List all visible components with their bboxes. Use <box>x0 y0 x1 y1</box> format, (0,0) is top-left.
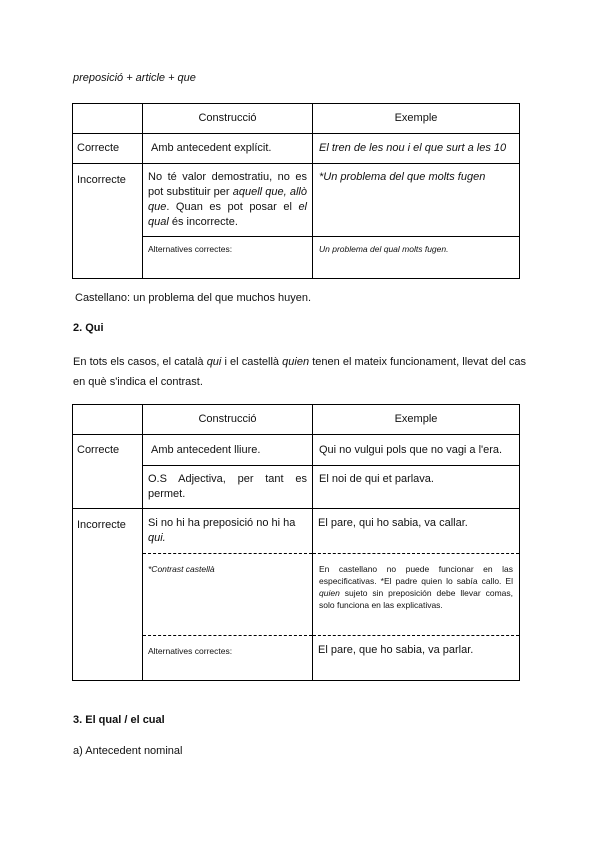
t2-incorrect1-construction <box>143 509 313 554</box>
t1-header-example: Exemple <box>313 104 520 134</box>
t2-contrast-part-1: quien <box>319 588 340 598</box>
t1-label-incorrect: Incorrecte <box>73 164 143 279</box>
t1-inc-part-0: No té valor demostratiu, no es pot substituir per <box>148 171 307 198</box>
t2-contrast-part-2: sujeto sin preposición debe llevar comas, solo funciona en las explicativas. <box>319 588 513 610</box>
t1-correct-construction: Amb antecedent explícit. <box>143 134 313 164</box>
section-3-sub: a) Antecedent nominal <box>73 745 183 757</box>
section-2-paragraph <box>73 352 526 392</box>
t1-incorrect-example: *Un problema del que molts fugen <box>313 164 520 237</box>
t2-contrast-part-0: En castellano no puede funcionar en las especificativas. *El padre quien lo sabía callo. El <box>319 564 513 586</box>
t2-contrast-example <box>313 554 520 636</box>
t2-label-incorrect: Incorrecte <box>73 509 143 681</box>
t1-inc-part-2: . Quan es pot posar el <box>166 201 299 213</box>
table-que <box>72 103 520 279</box>
t2-header-example: Exemple <box>313 405 520 435</box>
t2-incorrect1-example: El pare, qui ho sabia, va callar. <box>313 509 520 554</box>
t2-contrast-label: *Contrast castellà <box>143 554 313 636</box>
t2-inc1-part-0: Si no hi ha preposició no hi ha <box>148 517 296 529</box>
t1-incorrect-construction <box>143 164 313 237</box>
t1-correct-example: El tren de les nou i el que surt a les 10 <box>313 134 520 164</box>
t2-correct1-example: Qui no vulgui pols que no vagi a l'era. <box>313 435 520 466</box>
t2-correct2-construction: O.S Adjectiva, per tant es permet. <box>143 466 313 509</box>
t1-header-construction: Construcció <box>143 104 313 134</box>
t2-alternatives-label: Alternatives correctes: <box>143 636 313 681</box>
t1-inc-part-3: el qual <box>148 201 307 228</box>
s2-part-1: qui <box>206 356 222 368</box>
t2-correct1-construction: Amb antecedent lliure. <box>143 435 313 466</box>
t2-alternatives-example: El pare, que ho sabia, va parlar. <box>313 636 520 681</box>
s2-part-3: quien <box>282 356 310 368</box>
t1-label-correct: Correcte <box>73 134 143 164</box>
t1-alternatives-example: Un problema del qual molts fugen. <box>313 237 520 279</box>
s2-part-4: tenen el mateix funcionament, llevat del cas en què s'indica el contrast. <box>73 356 526 388</box>
section-3-heading: 3. El qual / el cual <box>73 714 165 726</box>
table-qui <box>72 404 520 681</box>
t2-label-correct: Correcte <box>73 435 143 509</box>
t2-corner-cell <box>73 405 143 435</box>
s2-part-0: En tots els casos, el català <box>73 356 207 368</box>
t1-alternatives-label: Alternatives correctes: <box>143 237 313 279</box>
t1-inc-part-4: és incorrecte. <box>168 216 238 228</box>
t1-corner-cell <box>73 104 143 134</box>
t1-inc-part-1: aquell que, allò que <box>148 186 307 213</box>
t2-header-construction: Construcció <box>143 405 313 435</box>
section-2-heading: 2. Qui <box>73 322 104 334</box>
intro-line: preposició + article + que <box>73 72 196 84</box>
s2-part-2: i el castellà <box>221 356 283 368</box>
castellano-note: Castellano: un problema del que muchos huyen. <box>75 292 312 304</box>
t2-correct2-example: El noi de qui et parlava. <box>313 466 520 509</box>
t2-inc1-part-1: qui. <box>148 532 166 544</box>
